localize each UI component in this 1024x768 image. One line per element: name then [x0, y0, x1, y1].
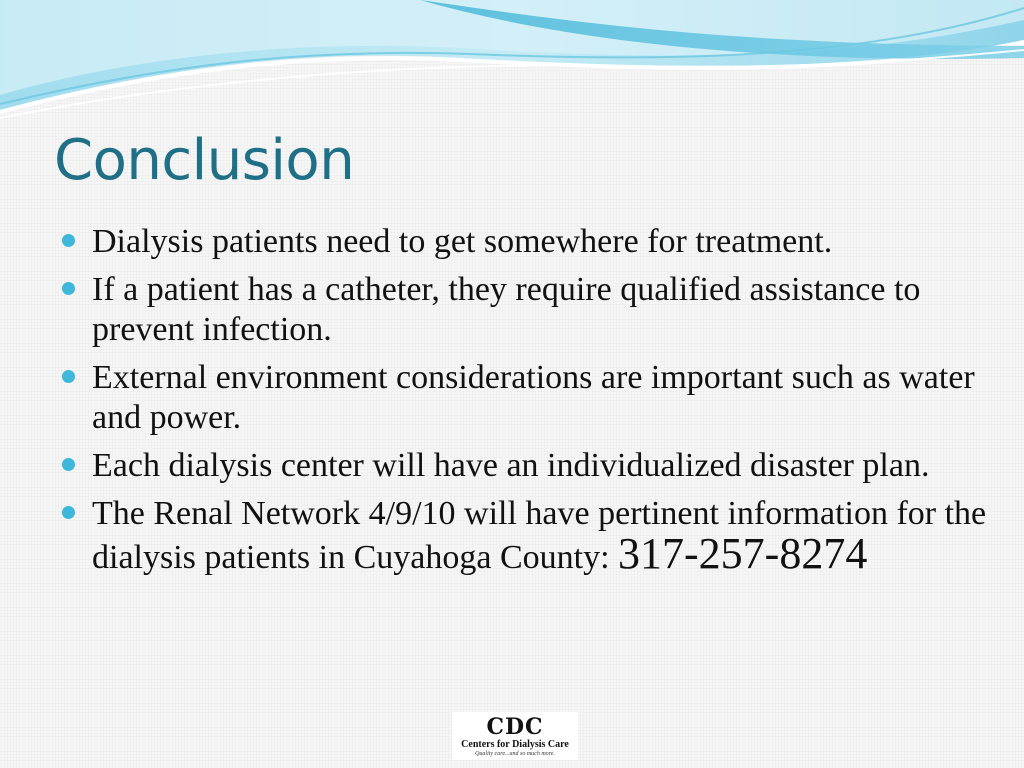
- logo-mark: CDC: [486, 714, 544, 740]
- bullet-dot-icon: [62, 282, 75, 295]
- bullet-text: Dialysis patients need to get somewhere for treatment.: [92, 223, 833, 260]
- phone-number: 317-257-8274: [618, 529, 868, 578]
- bullet-dot-icon: [62, 234, 75, 247]
- list-item: [62, 494, 992, 578]
- bullet-list: [62, 222, 992, 586]
- slide-title: Conclusion: [54, 128, 355, 193]
- list-item: [62, 270, 992, 350]
- bullet-dot-icon: [62, 370, 75, 383]
- bullet-dot-icon: [62, 458, 75, 471]
- header-wave-decoration: [0, 0, 1024, 130]
- logo-tagline: Quality care...and so much more.: [475, 751, 555, 757]
- list-item: [62, 358, 992, 438]
- bullet-text: If a patient has a catheter, they require qualified assistance to prevent infection.: [92, 271, 921, 348]
- bullet-text: External environment considerations are important such as water and power.: [92, 359, 975, 436]
- list-item: [62, 446, 992, 486]
- bullet-text: The Renal Network 4/9/10 will have pertinent information for the dialysis patients in Cuyahoga County:: [92, 495, 987, 576]
- bullet-text: Each dialysis center will have an individualized disaster plan.: [92, 447, 930, 484]
- logo-name: Centers for Dialysis Care: [461, 739, 569, 750]
- bullet-dot-icon: [62, 506, 75, 519]
- list-item: [62, 222, 992, 262]
- cdc-logo: [452, 712, 578, 760]
